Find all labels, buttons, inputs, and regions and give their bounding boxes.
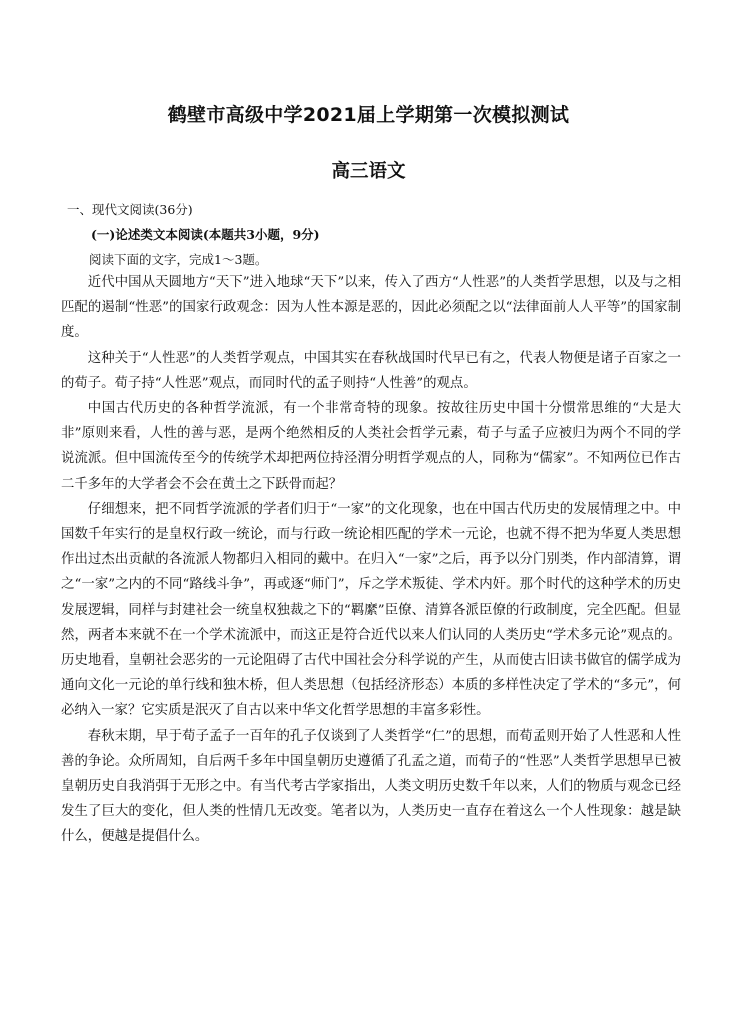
paragraph: 春秋末期，早于荀子孟子一百年的孔子仅谈到了人类哲学“仁”的思想，而荀孟则开始了人性恶和人性善的争论。众所周知，自后两千多年中国皇朝历史遵循了孔孟之道，而荀子的“性恶”人类哲学思想早已被皇朝历史自我消弭于无形之中。有当代考古学家指出，人类文明历史数千年以来，人们的物质与观念已经发生了巨大的变化，但人类的性情几无改变。笔者以为，人类历史一直存在着这么一个人性现象：越是缺什么，便越是提倡什么。 xyxy=(61,728,681,845)
subsection-heading: (一)论述类文本阅读(本题共3小题，9分) xyxy=(91,227,320,242)
reading-instruction: 阅读下面的文字，完成1～3题。 xyxy=(89,252,268,267)
paragraph: 近代中国从天圆地方“天下”进入地球“天下”以来，传入了西方“人性恶”的人类哲学思想，以及与之相匹配的遏制“性恶”的国家行政观念：因为人性本源是恶的，因此必须配之以“法律面前人人平等”的国家制度。 xyxy=(61,275,681,341)
article-body xyxy=(61,270,681,850)
exam-title: 鹤壁市高级中学2021届上学期第一次模拟测试 xyxy=(167,104,570,126)
paragraph: 这种关于“人性恶”的人类哲学观点，中国其实在春秋战国时代早已有之，代表人物便是诸子百家之一的荀子。荀子持“人性恶”观点，而同时代的孟子则持“人性善”的观点。 xyxy=(61,350,681,391)
paragraph: 中国古代历史的各种哲学流派，有一个非常奇特的现象。按故往历史中国十分惯常思维的“大是大非”原则来看，人性的善与恶，是两个绝然相反的人类社会哲学元素，荀子与孟子应被归为两个不同的学说流派。但中国流传至今的传统学术却把两位持泾渭分明哲学观点的人，同称为“儒家”。不知两位已作古二千多年的大学者会不会在黄土之下跃骨而起？ xyxy=(61,401,681,492)
subject-title: 高三语文 xyxy=(331,161,406,182)
section-heading: 一、现代文阅读(36分) xyxy=(67,202,193,217)
paragraph: 仔细想来，把不同哲学流派的学者们归于“一家”的文化现象，也在中国古代历史的发展情理之中。中国数千年实行的是皇权行政一统论，而与行政一统论相匹配的学术一元论，也就不得不把为华夏人类思想作出过杰出贡献的各流派人物都归入相同的戴中。在归入“一家”之后，再予以分门别类，作内部清算，谓之“一家”之内的不同“路线斗争”，再或逐“师门”，斥之学术叛徒、学术内奸。那个时代的这种学术的历史发展逻辑，同样与封建社会一统皇权独裁之下的“羁縻”臣僚、清算各派臣僚的行政制度，完全匹配。但显然，两者本来就不在一个学术流派中，而这正是符合近代以来人们认同的人类历史“学术多元论”观点的。历史地看，皇朝社会恶劣的一元论阻碍了古代中国社会分科学说的产生，从而使古旧读书做官的儒学成为通向文化一元论的单行线和独木桥，但人类思想（包括经济形态）本质的多样性决定了学术的“多元”，何必纳入一家？它实质是泯灭了自古以来中华文化哲学思想的丰富多彩性。 xyxy=(61,501,681,719)
